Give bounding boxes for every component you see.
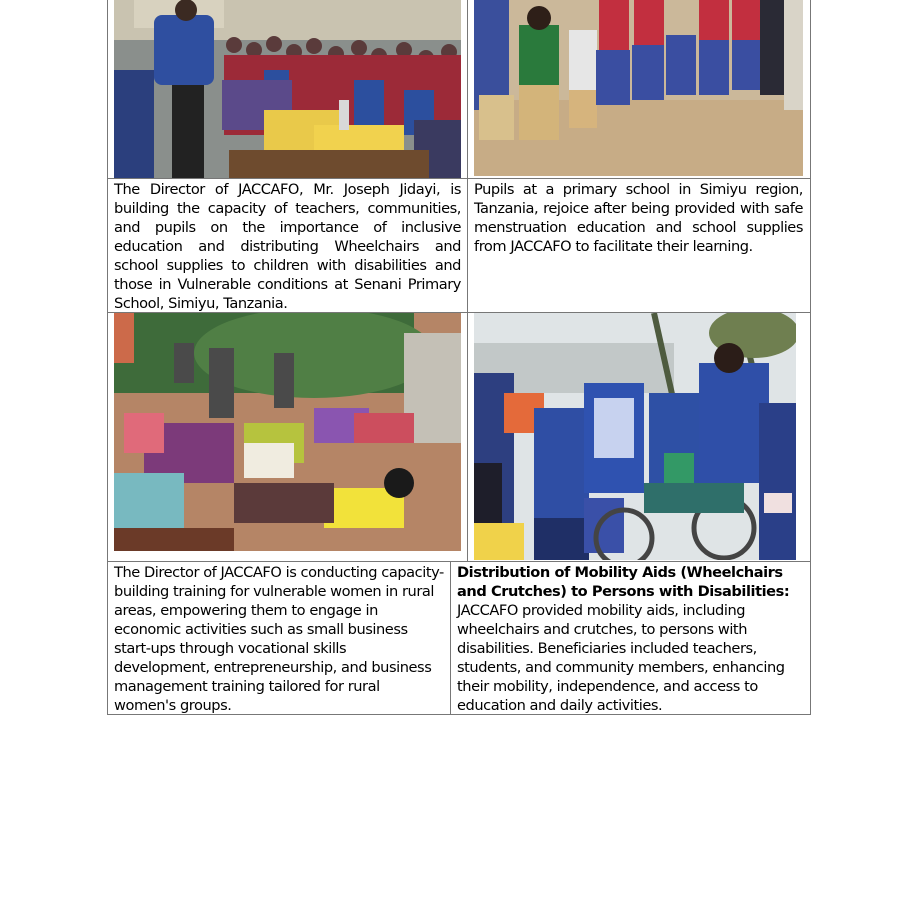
rural-women-training-photo [114, 313, 461, 551]
table-rule-1 [107, 178, 811, 179]
photo-report-table [107, 0, 811, 715]
pupils-in-uniform-photo [474, 0, 803, 176]
caption-women-capacity-building: The Director of JACCAFO is conducting capacity-building training for vulnerable women in rural areas, empowering them to engage in economic activities such as small business start-ups through vocational skills development, entrepreneurship, and business management training tailored for rural women's groups. [114, 564, 444, 714]
mobility-aids-heading: Distribution of Mobility Aids (Wheelchairs and Crutches) to Persons with Disabilities: [457, 564, 790, 600]
table-rule-3 [107, 561, 811, 562]
director-with-pupils-photo [114, 0, 461, 178]
caption-director-inclusive-education: The Director of JACCAFO, Mr. Joseph Jidayi, is building the capacity of teachers, communities, and pupils on the importance of inclusive education and distributing Wheelchairs and school supplies to children with disabilities and those in Vulnerable conditions at Senani Primary School, Simiyu, Tanzania. [114, 181, 461, 312]
caption-mobility-aids [457, 563, 803, 715]
table-border-left [107, 0, 108, 715]
caption-pupils-menstruation-education: Pupils at a primary school in Simiyu region, Tanzania, rejoice after being provided with safe menstruation education and school supplies from JACCAFO to facilitate their learning. [474, 181, 803, 255]
wheelchair-distribution-photo [474, 313, 796, 560]
table-border-right [810, 0, 811, 715]
mobility-aids-body: JACCAFO provided mobility aids, including wheelchairs and crutches, to persons with disabilities. Beneficiaries included teachers, students, and community members, enhancing their mobility, independence, and access to education and daily activities. [457, 602, 785, 714]
table-divider-upper [467, 0, 468, 562]
table-divider-lower [450, 562, 451, 715]
